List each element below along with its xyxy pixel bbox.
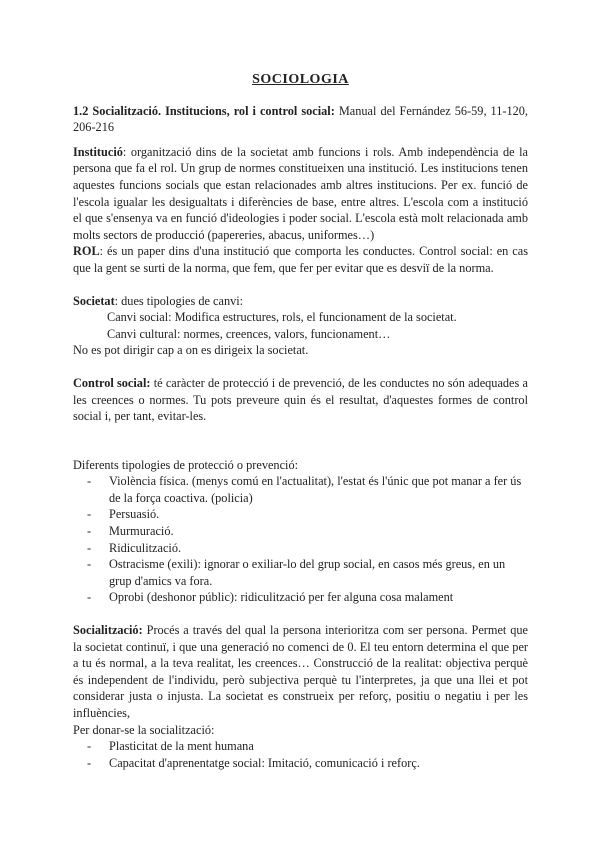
control-social-term: Control social: xyxy=(73,375,151,390)
institucio-text: : organització dins de la societat amb funcions i rols. Amb independència de la persona que fa el rol. Un grup de normes constitueixen una institució. Les institucions tenen aquestes funcions socials que estan relacionades amb altres institucions. Per ex. funció de l'escola igualar les desigualtats i diferències de base, entre altres. L'escola com a institució el que s'ensenya va en funció d'ideologies i poder social. L'escola està molt relacionada amb molts sectors de producció (papereries, abacus, uniformes…) xyxy=(73,144,528,242)
list-item: - Plasticitat de la ment humana xyxy=(73,738,528,755)
list-item: - Capacitat d'aprenentatge social: Imitació, comunicació i reforç. xyxy=(73,755,528,772)
rol-text: : és un paper dins d'una institució que comporta les conductes. Control social: en cas que la gent se surti de la norma, que fem, que fer per evitar que es desviï de la norma. xyxy=(73,244,528,275)
list-item: - Ridiculització. xyxy=(73,540,528,557)
institucio-paragraph xyxy=(73,144,528,244)
socialitzacio-intro: Per donar-se la socialització: xyxy=(73,722,215,737)
societat-paragraph xyxy=(73,293,528,310)
socialitzacio-term: Socialització: xyxy=(73,623,143,638)
societat-item: Canvi social: Modifica estructures, rols, el funcionament de la societat. xyxy=(107,310,457,325)
socialitzacio-text: Procés a través del qual la persona interioritza com ser persona. Permet que la societat continuï, i que una generació no comenci de 0. El teu entorn determina el que per a tu és normal, a la teva realitat, les creences… Construcció de la realitat: objectiva perquè és independent de l'individu, però subjectiva perquè tu l'interpretes, ja que una llei et pot considerar justa o injusta. La societat es construeix per reforç, positiu o negatiu i per les influències, xyxy=(73,623,528,720)
socialitzacio-list xyxy=(73,738,528,771)
section-heading-label: 1.2 Socialització. Institucions, rol i control social: xyxy=(73,103,335,118)
list-item: - Murmuració. xyxy=(73,523,528,540)
list-item: - Violència física. (menys comú en l'actualitat), l'estat és l'únic que pot manar a fer ús de la força coactiva. (policia) xyxy=(73,473,528,506)
rol-term: ROL xyxy=(73,244,100,259)
section-heading xyxy=(73,103,528,136)
tipologies-list xyxy=(73,473,528,606)
institucio-term: Institució xyxy=(73,144,123,159)
rol-paragraph xyxy=(73,243,528,276)
societat-closing: No es pot dirigir cap a on es dirigeix la societat. xyxy=(73,343,309,358)
section-heading-reference: Manual del Fernández 56-59, 11-120, 206-216 xyxy=(73,103,529,135)
tipologies-intro: Diferents tipologies de protecció o prevenció: xyxy=(73,457,299,472)
control-social-paragraph xyxy=(73,375,528,425)
societat-item: Canvi cultural: normes, creences, valors, funcionament… xyxy=(107,326,391,341)
societat-text: : dues tipologies de canvi: xyxy=(114,293,244,308)
list-item: - Ostracisme (exili): ignorar o exiliar-lo del grup social, en casos més greus, en un grup d'amics va fora. xyxy=(73,556,528,589)
list-item: - Oprobi (deshonor públic): ridiculització per fer alguna cosa malament xyxy=(73,589,528,606)
document-title: SOCIOLOGIA xyxy=(252,72,349,87)
societat-term: Societat xyxy=(73,293,115,308)
control-social-text: té caràcter de protecció i de prevenció, de les conductes no són adequades a les creences o normes. Tu pots preveure quin és el resultat, d'aquestes formes de control social i, per tant, evitar-les. xyxy=(73,375,528,424)
socialitzacio-paragraph xyxy=(73,622,528,722)
document-page xyxy=(73,72,528,771)
list-item: - Persuasió. xyxy=(73,506,528,523)
